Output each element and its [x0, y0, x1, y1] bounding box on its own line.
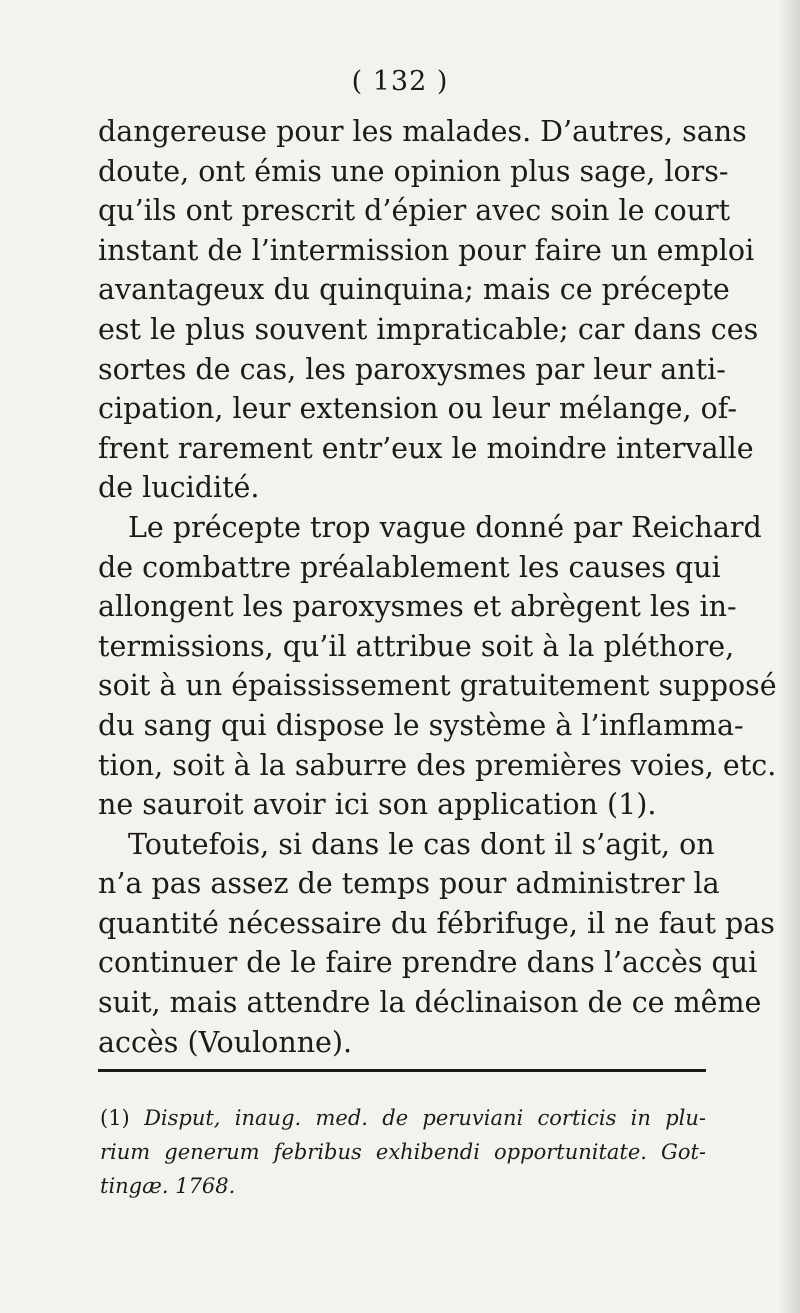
text-line-paragraph-end: de lucidité. [98, 471, 260, 505]
text-line: allongent les paroxysmes et abrègent les in- [98, 590, 737, 624]
text-line-paragraph-end: ne sauroit avoir ici son application (1). [98, 788, 657, 822]
footnote-marker: (1) [100, 1106, 130, 1130]
page-edge-shadow [778, 0, 800, 1313]
footnote-line: tingæ. 1768. [100, 1174, 236, 1198]
text-line: est le plus souvent impraticable; car dans ces [98, 312, 759, 346]
footnote [100, 1101, 706, 1203]
text-line: avantageux du quinquina; mais ce précepte [98, 273, 730, 307]
main-text [98, 112, 777, 1062]
text-line: dangereuse pour les malades. D’autres, sans [98, 115, 747, 148]
text-line: suit, mais attendre la déclinaison de ce même [98, 986, 762, 1020]
text-line: du sang qui dispose le système à l’inflamma- [98, 708, 744, 742]
text-line: quantité nécessaire du fébrifuge, il ne faut pas [98, 906, 775, 940]
text-line: sortes de cas, les paroxysmes par leur anti- [98, 352, 726, 386]
text-line: soit à un épaississement gratuitement supposé [98, 669, 777, 703]
footnote-line [100, 1101, 706, 1135]
text-line: de combattre préalablement les causes qui [98, 550, 721, 584]
footnote-divider [98, 1069, 706, 1072]
text-line-paragraph-end: accès (Voulonne). [98, 1025, 353, 1059]
text-line: doute, ont émis une opinion plus sage, lors- [98, 154, 729, 188]
text-line: termissions, qu’il attribue soit à la pléthore, [98, 629, 735, 663]
text-line: tion, soit à la saburre des premières voies, etc. [98, 748, 777, 782]
text-line: frent rarement entr’eux le moindre intervalle [98, 431, 754, 465]
text-line-paragraph-start: Le précepte trop vague donné par Reichard [128, 510, 762, 544]
text-line: qu’ils ont prescrit d’épier avec soin le court [98, 194, 731, 228]
text-line: continuer de le faire prendre dans l’accès qui [98, 946, 758, 980]
text-line: n’a pas assez de temps pour administrer la [98, 867, 720, 901]
text-line: cipation, leur extension ou leur mélange, of- [98, 392, 737, 426]
text-line: instant de l’intermission pour faire un emploi [98, 233, 755, 267]
footnote-line: rium generum febribus exhibendi opportunitate. Got- [100, 1140, 706, 1164]
footnote-text: Disput, inaug. med. de peruviani corticis in plu- [144, 1106, 706, 1130]
text-line-paragraph-start: Toutefois, si dans le cas dont il s’agit, on [128, 827, 715, 861]
page-number: ( 132 ) [351, 66, 449, 97]
